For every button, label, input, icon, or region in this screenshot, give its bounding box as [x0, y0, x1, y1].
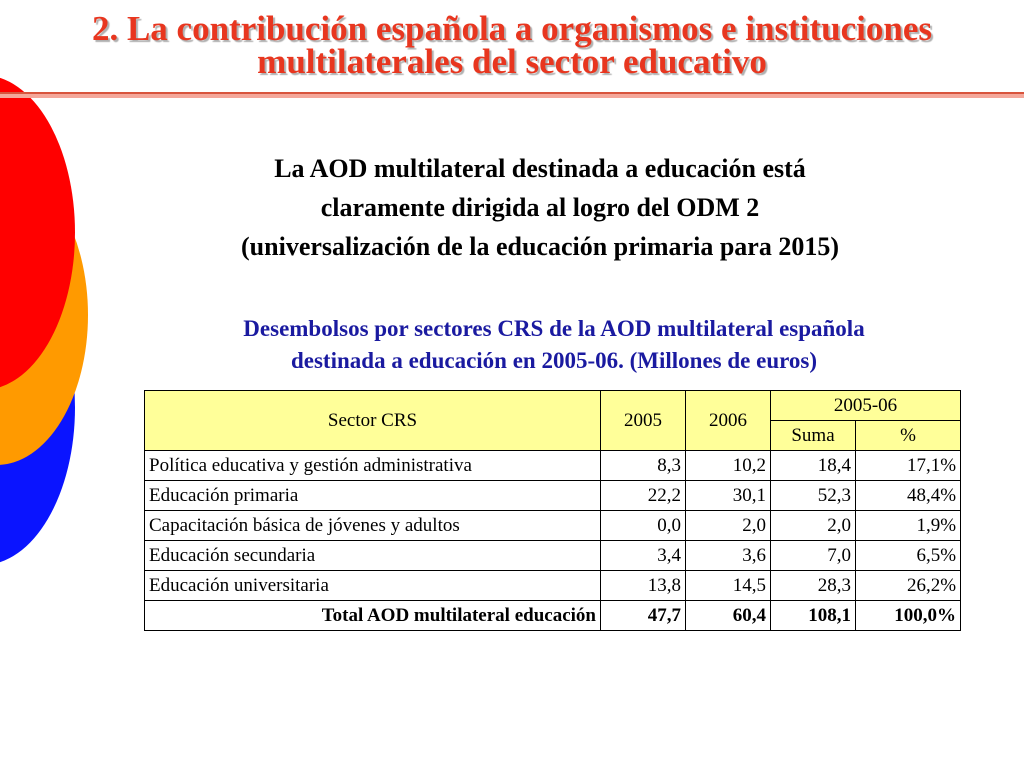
cell-sector: Educación primaria	[145, 481, 601, 511]
table-row	[145, 571, 961, 601]
cell-sector: Capacitación básica de jóvenes y adultos	[145, 511, 601, 541]
cell-percent: 17,1%	[856, 451, 961, 481]
total-label: Total AOD multilateral educación	[145, 601, 601, 631]
title-divider	[0, 92, 1024, 98]
header-2005: 2005	[601, 391, 686, 451]
header-period: 2005-06	[771, 391, 961, 421]
cell-2005: 8,3	[601, 451, 686, 481]
table-total-row	[145, 601, 961, 631]
cell-2005: 3,4	[601, 541, 686, 571]
header-2006: 2006	[686, 391, 771, 451]
table-row	[145, 481, 961, 511]
cell-2006: 14,5	[686, 571, 771, 601]
header-sum: Suma	[771, 421, 856, 451]
cell-percent: 6,5%	[856, 541, 961, 571]
cell-sum: 28,3	[771, 571, 856, 601]
sectors-table	[144, 390, 961, 631]
table-caption: Desembolsos por sectores CRS de la AOD multilateral española destinada a educación en 2005-06. (Millones de euros)	[243, 316, 865, 373]
cell-sum: 52,3	[771, 481, 856, 511]
slide-title: 2. La contribución española a organismos e instituciones multilaterales del sector educativo	[91, 9, 933, 81]
cell-2006: 10,2	[686, 451, 771, 481]
total-2005: 47,7	[601, 601, 686, 631]
total-sum: 108,1	[771, 601, 856, 631]
header-sector: Sector CRS	[145, 391, 601, 451]
cell-percent: 26,2%	[856, 571, 961, 601]
cell-sum: 7,0	[771, 541, 856, 571]
cell-2006: 30,1	[686, 481, 771, 511]
cell-sum: 2,0	[771, 511, 856, 541]
cell-sector: Educación universitaria	[145, 571, 601, 601]
total-percent: 100,0%	[856, 601, 961, 631]
table-row	[145, 541, 961, 571]
cell-2006: 2,0	[686, 511, 771, 541]
slide-subtitle: La AOD multilateral destinada a educación está claramente dirigida al logro del ODM 2 (universalización de la educación primaria para 2015)	[241, 154, 839, 261]
cell-sector: Política educativa y gestión administrativa	[145, 451, 601, 481]
table-row	[145, 451, 961, 481]
cell-sector: Educación secundaria	[145, 541, 601, 571]
table-header-row	[145, 391, 961, 421]
cell-2005: 22,2	[601, 481, 686, 511]
cell-2005: 13,8	[601, 571, 686, 601]
cell-2005: 0,0	[601, 511, 686, 541]
header-percent: %	[856, 421, 961, 451]
cell-percent: 48,4%	[856, 481, 961, 511]
table-row	[145, 511, 961, 541]
cell-2006: 3,6	[686, 541, 771, 571]
cell-percent: 1,9%	[856, 511, 961, 541]
total-2006: 60,4	[686, 601, 771, 631]
cell-sum: 18,4	[771, 451, 856, 481]
